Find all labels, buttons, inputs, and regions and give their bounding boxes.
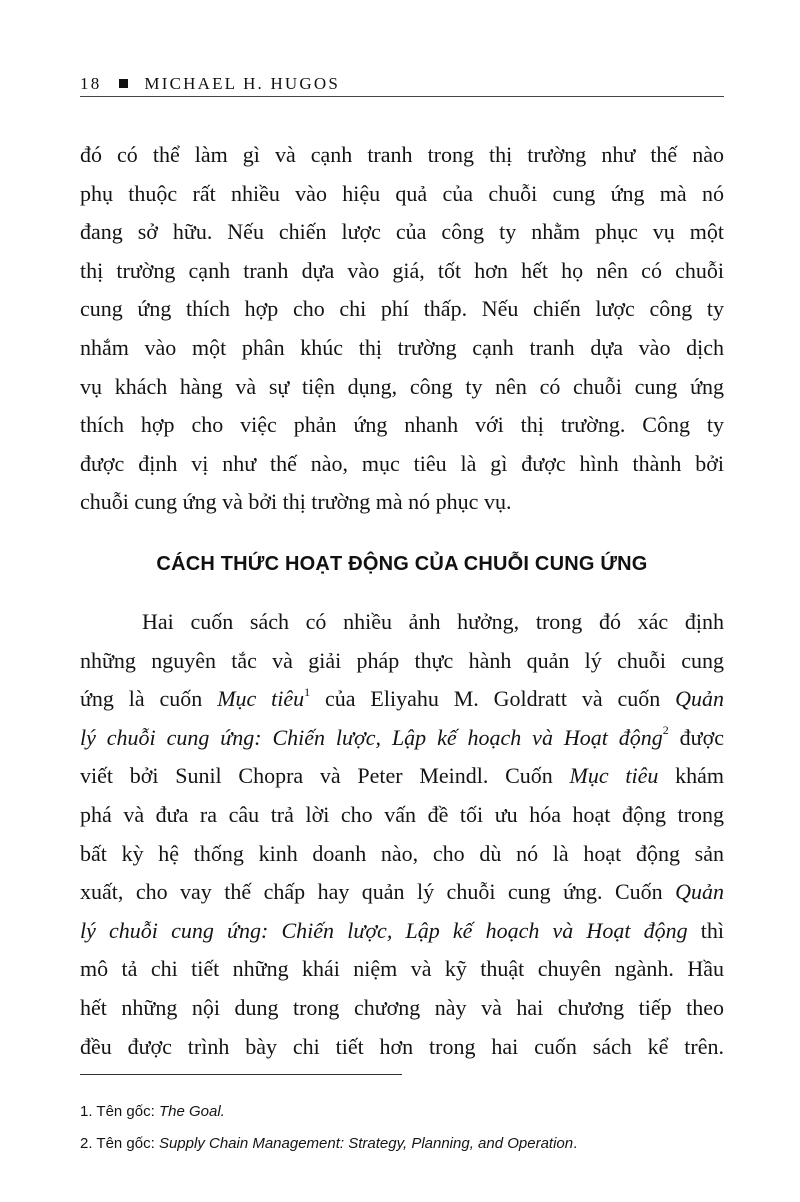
text-line: phụ thuộc rất nhiều vào hiệu quả của chuỗi cung ứng mà nó	[80, 180, 724, 206]
text-line: phá và đưa ra câu trả lời cho vấn đề tối ưu hóa hoạt động trong	[80, 801, 724, 827]
header-rule	[80, 96, 724, 97]
book-title-scm: Quản	[675, 686, 724, 712]
footnote-1-title: The Goal.	[158, 1103, 225, 1120]
text-line: những nguyên tắc và giải pháp thực hành quản lý chuỗi cung	[80, 647, 724, 673]
text-line: Hai cuốn sách có nhiều ảnh hưởng, trong đó xác định	[142, 609, 724, 634]
text-line: nhắm vào một phân khúc thị trường cạnh tranh dựa vào dịch	[80, 334, 724, 360]
text-line: cung ứng thích hợp cho chi phí thấp. Nếu chiến lược công ty	[80, 296, 724, 322]
footnotes	[80, 1096, 740, 1160]
paragraph-1	[80, 136, 724, 522]
text-line: ứng là cuốn Mục tiêu$^1$ của Eliyahu M. Goldratt và cuốn Quản	[80, 684, 724, 712]
text-line: đó có thể làm gì và cạnh tranh trong thị trường như thế nào	[80, 142, 724, 167]
text-line: đang sở hữu. Nếu chiến lược của công ty nhằm phục vụ một	[80, 219, 724, 245]
square-bullet-icon	[119, 79, 128, 88]
book-title-goal: Mục tiêu	[569, 763, 659, 789]
footnote-2: 2. Tên gốc: Supply Chain Management: Strategy, Planning, and Operation.	[80, 1135, 578, 1152]
text-line: lý chuỗi cung ứng: Chiến lược, Lập kế hoạch và Hoạt động$^2$ được	[80, 723, 724, 750]
text-line: xuất, cho vay thế chấp hay quản lý chuỗi cung ứng. Cuốn Quản	[80, 879, 724, 905]
section-heading: CÁCH THỨC HOẠT ĐỘNG CỦA CHUỖI CUNG ỨNG	[156, 553, 648, 575]
text-line: viết bởi Sunil Chopra và Peter Meindl. Cuốn Mục tiêu khám	[80, 763, 724, 789]
text-line: lý chuỗi cung ứng: Chiến lược, Lập kế hoạch và Hoạt động thì	[80, 917, 724, 943]
book-title-scm: lý chuỗi cung ứng: Chiến lược, Lập kế hoạch và Hoạt động	[80, 724, 663, 750]
text-line: vụ khách hàng và sự tiện dụng, công ty nên có chuỗi cung ứng	[80, 373, 724, 399]
footnote-2-title: Supply Chain Management: Strategy, Planning, and Operation	[158, 1135, 574, 1152]
text-line: chuỗi cung ứng và bởi thị trường mà nó phục vụ.	[80, 489, 512, 515]
text-line: thích hợp cho việc phản ứng nhanh với thị trường. Công ty	[80, 412, 724, 438]
footnote-rule	[80, 1074, 402, 1075]
author-name: MICHAEL H. HUGOS	[144, 74, 341, 93]
text-line: mô tả chi tiết những khái niệm và kỹ thuật chuyên ngành. Hầu	[80, 956, 724, 982]
text-line: đều được trình bày chi tiết hơn trong hai cuốn sách kể trên.	[80, 1033, 724, 1059]
footnote-ref-2: 2	[662, 723, 669, 738]
book-title-scm: Quản	[675, 879, 724, 905]
footnote-ref-1: 1	[304, 684, 311, 699]
footnote-1: 1. Tên gốc: The Goal.	[80, 1103, 225, 1120]
paragraph-2	[80, 603, 724, 1066]
book-title-goal: Mục tiêu	[217, 686, 305, 712]
book-title-scm: lý chuỗi cung ứng: Chiến lược, Lập kế hoạch và Hoạt động	[80, 917, 688, 943]
page-number: 18	[80, 74, 102, 93]
text-line: thị trường cạnh tranh dựa vào giá, tốt hơn hết họ nên có chuỗi	[80, 257, 724, 283]
running-header	[80, 74, 724, 94]
text-line: bất kỳ hệ thống kinh doanh nào, cho dù nó là hoạt động sản	[80, 840, 724, 866]
text-line: được định vị như thế nào, mục tiêu là gì được hình thành bởi	[80, 450, 724, 476]
text-line: hết những nội dung trong chương này và hai chương tiếp theo	[80, 994, 724, 1020]
